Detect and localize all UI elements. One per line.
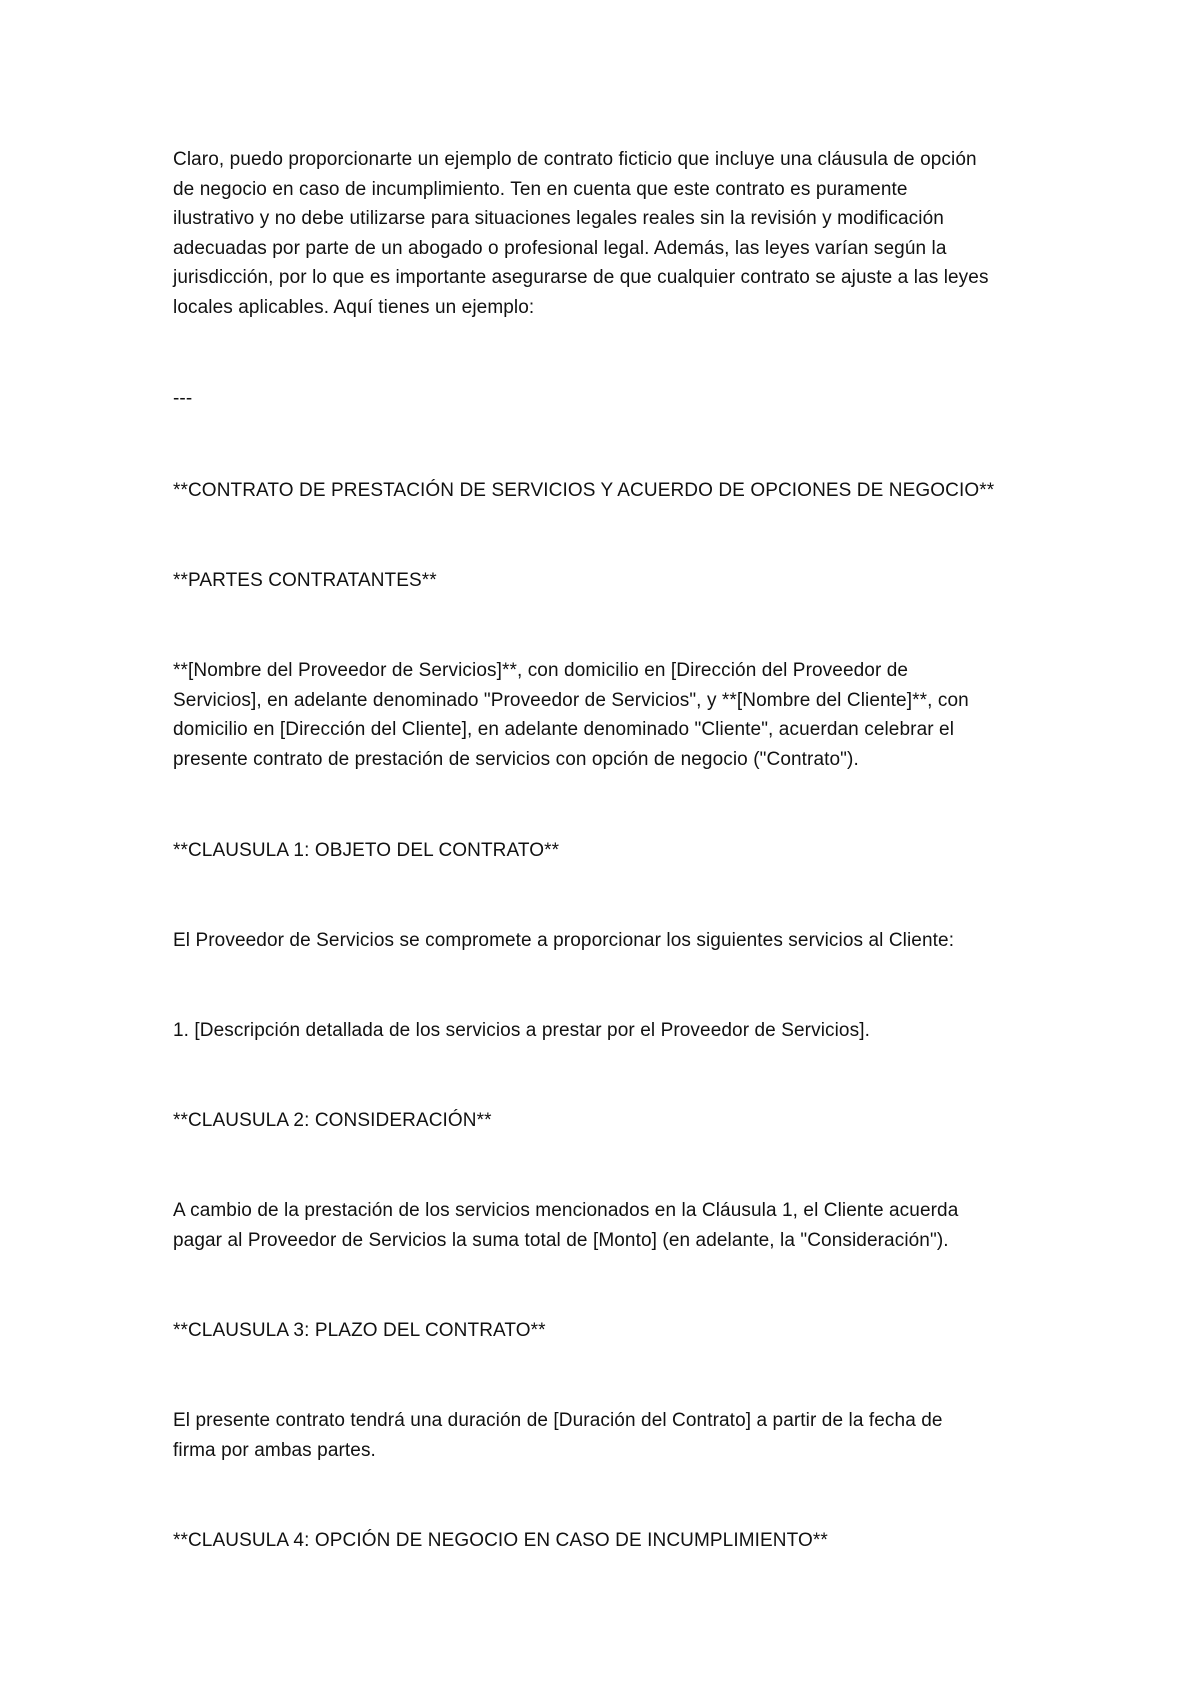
parties-line: **[Nombre del Proveedor de Servicios]**, con domicilio en [Dirección del Proveedor de <box>173 660 909 681</box>
intro-line: Claro, puedo proporcionarte un ejemplo de contrato ficticio que incluye una cláusula de opción <box>173 149 977 170</box>
clause2-line: pagar al Proveedor de Servicios la suma total de [Monto] (en adelante, la "Consideración"). <box>173 1229 949 1251</box>
clause1-heading <box>173 836 1053 866</box>
intro-line: de negocio en caso de incumplimiento. Ten en cuenta que este contrato es puramente <box>173 178 908 200</box>
clause1-item-text: 1. [Descripción detallada de los servicios a prestar por el Proveedor de Servicios]. <box>173 1020 870 1041</box>
clause3-paragraph <box>173 1406 1053 1465</box>
clause4-heading-text: **CLAUSULA 4: OPCIÓN DE NEGOCIO EN CASO DE INCUMPLIMIENTO** <box>173 1530 828 1551</box>
contract-title-text: **CONTRATO DE PRESTACIÓN DE SERVICIOS Y ACUERDO DE OPCIONES DE NEGOCIO** <box>173 480 995 501</box>
intro-line: adecuadas por parte de un abogado o profesional legal. Además, las leyes varían según la <box>173 237 947 259</box>
clause4-heading <box>173 1526 1053 1556</box>
intro-paragraph <box>173 145 1053 322</box>
parties-line: presente contrato de prestación de servicios con opción de negocio ("Contrato"). <box>173 748 859 770</box>
parties-heading-text: **PARTES CONTRATANTES** <box>173 570 437 591</box>
intro-line: locales aplicables. Aquí tienes un ejemplo: <box>173 296 535 318</box>
contract-title <box>173 476 1053 506</box>
clause1-text: El Proveedor de Servicios se compromete a proporcionar los siguientes servicios al Cliente: <box>173 930 955 951</box>
clause2-paragraph <box>173 1196 1053 1255</box>
clause1-list-item <box>173 1016 1053 1046</box>
parties-line: domicilio en [Dirección del Cliente], en adelante denominado "Cliente", acuerdan celebrar el <box>173 719 955 740</box>
clause3-line: El presente contrato tendrá una duración de [Duración del Contrato] a partir de la fecha de <box>173 1410 943 1431</box>
parties-line: Servicios], en adelante denominado "Proveedor de Servicios", y **[Nombre del Cliente]**, con <box>173 689 969 711</box>
clause1-paragraph <box>173 926 1053 956</box>
parties-paragraph <box>173 656 1053 774</box>
intro-line: ilustrativo y no debe utilizarse para situaciones legales reales sin la revisión y modificación <box>173 208 944 229</box>
clause3-heading-text: **CLAUSULA 3: PLAZO DEL CONTRATO** <box>173 1320 546 1341</box>
parties-heading <box>173 566 1053 596</box>
separator-text: --- <box>173 388 193 409</box>
clause2-heading-text: **CLAUSULA 2: CONSIDERACIÓN** <box>173 1110 492 1131</box>
clause3-line: firma por ambas partes. <box>173 1439 376 1461</box>
clause2-heading <box>173 1106 1053 1136</box>
clause1-heading-text: **CLAUSULA 1: OBJETO DEL CONTRATO** <box>173 840 560 861</box>
separator <box>173 384 1053 414</box>
intro-line: jurisdicción, por lo que es importante asegurarse de que cualquier contrato se ajuste a las leyes <box>173 267 989 288</box>
clause3-heading <box>173 1316 1053 1346</box>
clause2-line: A cambio de la prestación de los servicios mencionados en la Cláusula 1, el Cliente acuerda <box>173 1200 959 1221</box>
